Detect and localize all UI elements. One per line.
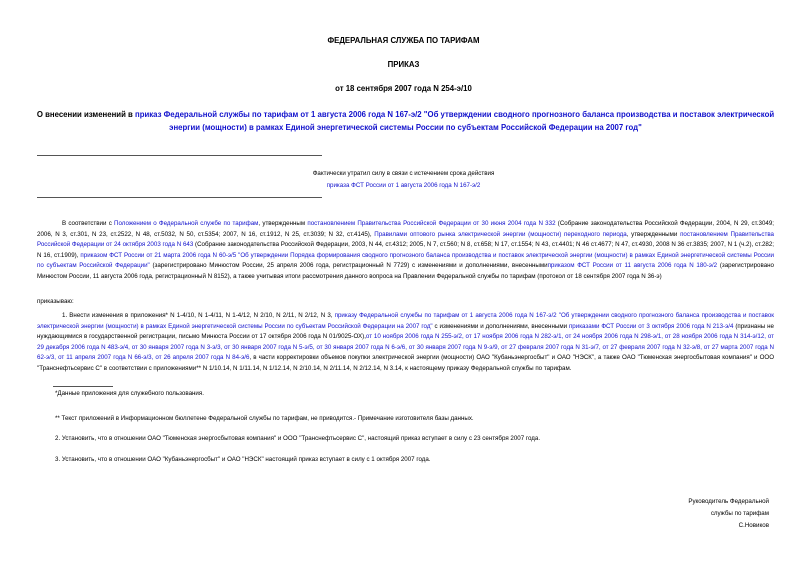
link-government-decree-332[interactable]: постановлением Правительства Российской Федерации от 30 июня 2004 года N 332 [307, 220, 556, 227]
link-fts-order-60[interactable]: приказом ФСТ России от 21 марта 2006 года N 60-э/5 "Об утверждении Порядка формирования сводного прогнозного баланса производства и поставок электрической энергии (мощности) в рамках Единой энергетической системы России по субъектам Российской Федерации" [37, 251, 774, 270]
text: В соответствии с [62, 220, 115, 227]
link-government-decree-643[interactable]: постановлением Правительства Российской Федерации от 24 октября 2003 года N 643 [37, 230, 774, 249]
text: , утвержденным [258, 220, 308, 227]
text: с изменениями и дополнениями, внесенными [432, 322, 569, 330]
divider-top [37, 155, 322, 156]
link-fts-regulation[interactable]: Положением о Федеральной службе по тарифам [114, 220, 259, 227]
document-title [28, 108, 783, 134]
signature-position-line1: Руководитель Федеральной [688, 498, 769, 505]
status-note-text: Фактически утратил силу в связи с истечением срока действия [312, 170, 495, 177]
footnote-divider [53, 386, 113, 387]
status-note-link[interactable]: приказа ФСТ России от 1 августа 2006 года N 167-э/2 [326, 182, 481, 189]
status-note [20, 168, 787, 192]
text: , утвержденными [626, 230, 681, 238]
signature-name: С.Новиков [738, 521, 769, 529]
paragraph-item-3: 3. Установить, что в отношении ОАО "Кубаньэнергосбыт" и ОАО "НЭСК" настоящий приказ вступает в силу с 1 октября 2007 года. [55, 456, 431, 463]
link-amending-orders[interactable]: от 10 ноября 2006 года N 255-э/2, от 17 ноября 2006 года N 282-э/1, от 24 ноября 2006 года N 298-э/1, от 28 ноября 2006 года N 314-э/12, от 29 декабря 2006 года N 483-э/4, от 30 января 2007 года N 3-э/3, от 30 января 2007 года N 5-э/5, от 30 января 2007 года N 6-э/6, от 30 января 2007 года N 9-э/9, от 27 февраля 2007 года N 31-э/7, от 27 февраля 2007 года N 32-э/8, от 27 марта 2007 года N 62-э/3, от 11 апреля 2007 года N 66-э/3, от 26 апреля 2007 года N 84-э/6 [37, 333, 774, 362]
divider-bottom [37, 197, 322, 198]
issuing-authority: ФЕДЕРАЛЬНАЯ СЛУЖБА ПО ТАРИФАМ [327, 36, 480, 45]
text: , в части корректировки объемов покупки электрической энергии (мощности) ОАО "Кубаньэнергосбыт" и ОАО "НЭСК", а также ОАО "Тюменская энергосбытовая компания" и ООО "Транснефтьсервис С" в соответствии с приложениями** N 1/10.14, N 1/11.14, N 1/12.14, N 2/10.14, N 2/11.14, N 2/12.14, N 3.14, к настоящему приказу Федеральной службы по тарифам. [37, 354, 775, 372]
footnote-1: *Данные приложения для служебного пользования. [55, 390, 204, 397]
link-fts-order-180[interactable]: приказом ФСТ России от 11 августа 2006 года N 180-э/2 [547, 262, 718, 270]
paragraph-item-1 [37, 311, 774, 375]
text: (Собрание законодательства Российской Федерации, 2004, N 29, ст.3049; 2006, N 3, ст.301, N 23, ст.2522, N 48, ст.5032, N 50, ст.5354; 2007, N 16, ст.1912, N 25, ст.3039; N 32, ст.4145), [37, 220, 774, 238]
document-type: ПРИКАЗ [387, 60, 420, 69]
signature-position-line2: службы по тарифам [710, 509, 769, 517]
link-fts-order-213[interactable]: приказами ФСТ России от 3 октября 2006 года N 213-э/4 [568, 322, 734, 330]
link-wholesale-market-rules[interactable]: Правилами оптового рынка электрической энергии (мощности) переходного периода [374, 230, 627, 238]
link-fts-order-167[interactable]: приказу Федеральной службы по тарифам от 1 августа 2006 года N 167-э/2 "Об утверждении сводного прогнозного баланса производства и поставок электрической энергии (мощности) в рамках Единой энергетической системы России по субъектам Российской Федерации на 2007 год" [37, 312, 775, 330]
text: 1. Внести изменения в приложения* N 1-4/10, N 1-4/11, N 1-4/12, N 2/10, N 2/11, N 2/12, N 3, [62, 312, 335, 319]
signature-block [569, 496, 769, 531]
text: (признаны не нуждающимися в государственной регистрации, письмо Минюста России от 17 октября 2006 года N 01/9025-ОХ), [37, 322, 774, 341]
text: (Собрание законодательства Российской Федерации, 2003, N 44, ст.4312; 2005, N 7, ст.560; N 8, ст.658; N 17, ст.1554; N 43, ст.4401; N 46 ст.4677; N 47, ст.4930, 2008 N 36 ст.3835; 2007, N 1 (ч.2), ст.282; N 16, ст.1909), [37, 241, 774, 259]
title-prefix: О внесении изменений в [36, 110, 136, 119]
paragraph-preamble [37, 219, 774, 283]
text: (зарегистрировано Минюстом России, 11 августа 2006 года, регистрационный N 8152), а также учитывая итоги рассмотрения данного вопроса на Правлении Федеральной службы по тарифам (протокол от 18 сентября 2007 года N 36-э) [37, 262, 774, 280]
paragraph-order-word: приказываю: [37, 298, 74, 305]
paragraph-item-2: 2. Установить, что в отношении ОАО "Тюменская энергосбытовая компания" и ООО "Транснефтьсервис С", настоящий приказ вступает в силу с 23 сентября 2007 года. [55, 435, 541, 442]
text: (зарегистрировано Минюстом России, 25 апреля 2006 года, регистрационный N 7729) с изменениями и дополнениями, внесенными [149, 262, 548, 270]
document-date-number: от 18 сентября 2007 года N 254-э/10 [335, 84, 472, 93]
footnote-2: ** Текст приложений в Информационном бюллетене Федеральной службы по тарифам, не приводится.- Примечание изготовителя базы данных. [55, 415, 474, 422]
title-link-order-167[interactable]: приказ Федеральной службы по тарифам от 1 августа 2006 года N 167-э/2 "Об утверждении сводного прогнозного баланса производства и поставок электрической энергии (мощности) в рамках Единой энергетической системы России по субъектам Российской Федерации на 2007 год" [135, 110, 775, 132]
